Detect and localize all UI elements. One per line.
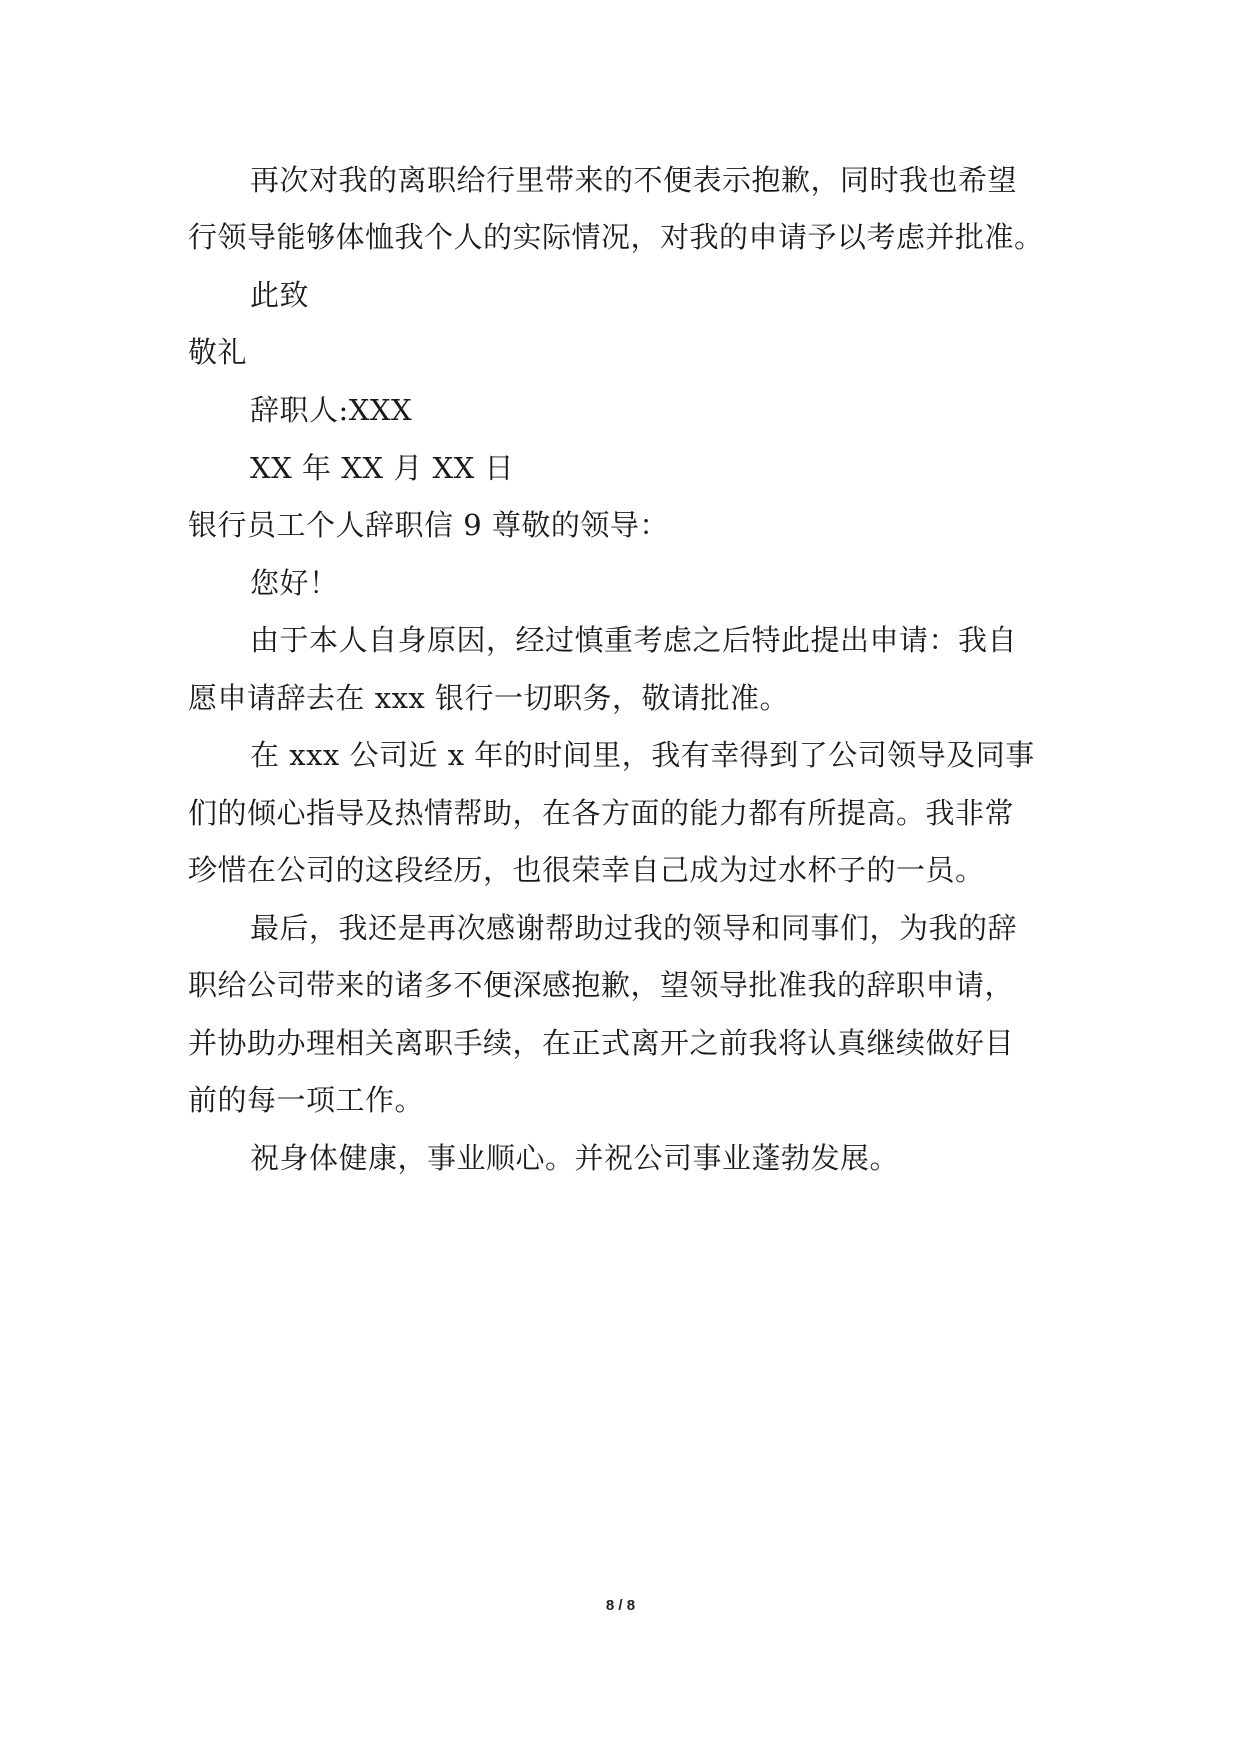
paragraph-line: 职给公司带来的诸多不便深感抱歉，望领导批准我的辞职申请， [188,968,1015,1002]
greeting: 您好！ [250,566,339,600]
signature-date: XX 年 XX 月 XX 日 [250,451,514,485]
closing-wishes: 祝身体健康，事业顺心。并祝公司事业蓬勃发展。 [250,1141,900,1175]
closing-salutation: 此致 [250,278,310,312]
paragraph-line: 再次对我的离职给行里带来的不便表示抱歉，同时我也希望 [250,163,1018,197]
paragraph-line: 并协助办理相关离职手续，在正式离开之前我将认真继续做好目 [188,1026,1015,1060]
paragraph-line: 在 xxx 公司近 x 年的时间里，我有幸得到了公司领导及同事 [250,738,1035,772]
letter-title: 银行员工个人辞职信 9 尊敬的领导： [188,508,669,542]
closing-regards: 敬礼 [188,335,248,369]
paragraph-line: 由于本人自身原因，经过慎重考虑之后特此提出申请：我自 [250,623,1018,657]
paragraph-line: 最后，我还是再次感谢帮助过我的领导和同事们，为我的辞 [250,911,1018,945]
paragraph-line: 愿申请辞去在 xxx 银行一切职务，敬请批准。 [188,681,790,715]
paragraph-line: 行领导能够体恤我个人的实际情况，对我的申请予以考虑并批准。 [188,220,1044,254]
paragraph-line: 前的每一项工作。 [188,1083,425,1117]
paragraph-line: 们的倾心指导及热情帮助，在各方面的能力都有所提高。我非常 [188,796,1015,830]
paragraph-line: 珍惜在公司的这段经历，也很荣幸自己成为过水杯子的一员。 [188,853,985,887]
page-number: 8 / 8 [605,1597,636,1614]
signature-name: 辞职人:XXX [250,393,413,427]
